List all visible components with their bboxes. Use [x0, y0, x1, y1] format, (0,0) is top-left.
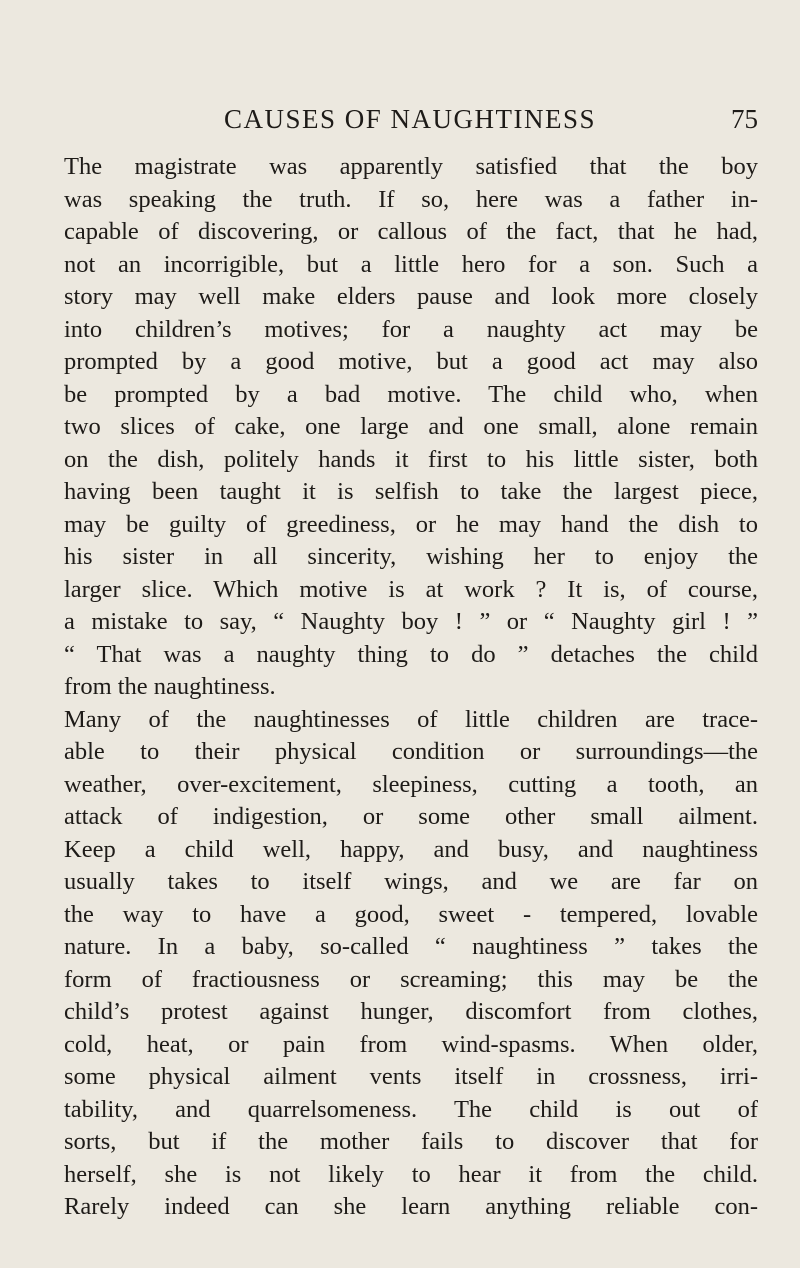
text-line: nature. In a baby, so-called “ naughtiness ” takes the	[64, 933, 758, 960]
text-line: from the naughtiness.	[64, 673, 276, 700]
text-line: usually takes to itself wings, and we are far on	[64, 868, 758, 895]
text-line: be prompted by a bad motive. The child who, when	[64, 380, 758, 408]
chapter-header-title: CAUSES OF NAUGHTINESS	[223, 104, 597, 134]
text-line: The magistrate was apparently satisfied that the boy	[64, 153, 758, 180]
text-line: herself, she is not likely to hear it from the child.	[64, 1160, 758, 1188]
text-line: child’s protest against hunger, discomfort from clothes,	[64, 998, 758, 1025]
text-line: capable of discovering, or callous of the fact, that he had,	[64, 218, 758, 245]
text-line: sorts, but if the mother fails to discover that for	[64, 1128, 758, 1155]
text-line: form of fractiousness or screaming; this may be the	[64, 965, 758, 993]
text-line: larger slice. Which motive is at work ? It is, of course,	[64, 575, 758, 603]
text-line: his sister in all sincerity, wishing her to enjoy the	[64, 543, 758, 570]
text-line: Keep a child well, happy, and busy, and naughtiness	[64, 835, 758, 863]
text-line: cold, heat, or pain from wind-spasms. When older,	[64, 1030, 758, 1058]
text-line: some physical ailment vents itself in crossness, irri-	[64, 1063, 758, 1090]
text-line: a mistake to say, “ Naughty boy ! ” or “ Naughty girl ! ”	[64, 608, 758, 635]
running-head	[62, 102, 758, 136]
text-line: two slices of cake, one large and one small, alone remain	[64, 413, 758, 440]
page-number: 75	[731, 104, 758, 134]
text-line: able to their physical condition or surroundings—the	[64, 738, 758, 765]
text-line: into children’s motives; for a naughty act may be	[64, 315, 758, 343]
text-line: prompted by a good motive, but a good act may also	[64, 348, 758, 375]
text-line: Many of the naughtinesses of little children are trace-	[64, 705, 758, 733]
text-line: having been taught it is selfish to take the largest piece,	[64, 478, 758, 505]
text-line: the way to have a good, sweet - tempered, lovable	[64, 900, 758, 928]
text-line: not an incorrigible, but a little hero for a son. Such a	[64, 250, 758, 278]
text-line: attack of indigestion, or some other small ailment.	[64, 803, 758, 830]
text-line: was speaking the truth. If so, here was a father in-	[64, 185, 758, 213]
text-line: “ That was a naughty thing to do ” detaches the child	[64, 640, 758, 668]
text-line: may be guilty of greediness, or he may hand the dish to	[64, 510, 758, 538]
text-line: weather, over-excitement, sleepiness, cutting a tooth, an	[64, 770, 758, 798]
text-line: tability, and quarrelsomeness. The child is out of	[64, 1095, 758, 1123]
text-line: on the dish, politely hands it first to his little sister, both	[64, 445, 758, 473]
text-line: Rarely indeed can she learn anything reliable con-	[64, 1193, 758, 1220]
body-text	[64, 151, 758, 1224]
text-line: story may well make elders pause and look more closely	[64, 283, 758, 310]
